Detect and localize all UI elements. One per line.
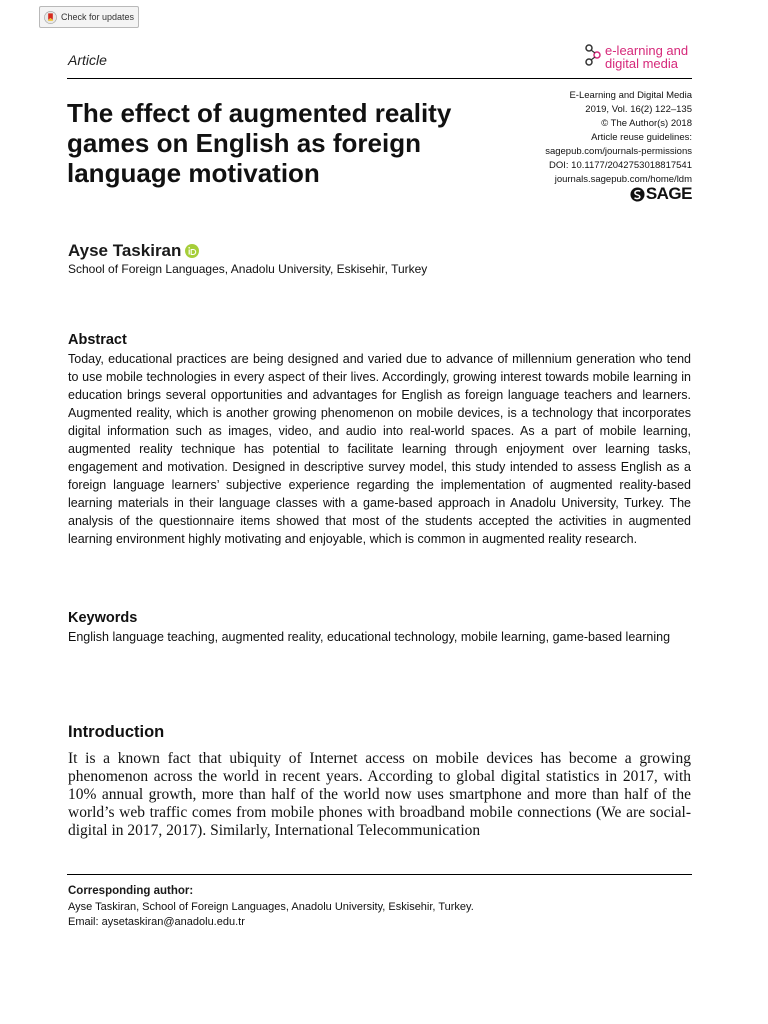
introduction-heading: Introduction: [68, 723, 165, 741]
journal-logo-line1: e-learning and: [605, 43, 689, 58]
abstract-text: Today, educational practices are being designed and varied due to advance of millennium generation who tend to use mobile technologies in every aspect of their lives. Accordingly, growing interest towards mobile learning in education brings several opportunities and advantages for English as foreign language teachers and learners. Augmented reality, which is another growing phenomenon on mobile devices, is a technology that incorporates digital information such as images, video, and audio into real-world spaces. As a part of mobile learning, augmented reality technique has potential to facilitate learning through enjoyment over learning tasks, engagement and motivation. Designed in descriptive survey model, this study intended to assess English as a foreign language learners’ subjective experience regarding the implementation of augmented reality-based learning materials in their language classes with a game-based approach in Anadolu University, Turkey. The analysis of the questionnaire items showed that most of the students accepted the activities in augmented learning environment highly motivating and enjoyable, which is common in augmented reality research.: [68, 352, 691, 546]
abstract-heading: Abstract: [68, 332, 127, 348]
copyright: © The Author(s) 2018: [601, 118, 692, 129]
corresponding-author-heading: Corresponding author:: [68, 885, 194, 897]
publisher-logo: [630, 184, 692, 204]
paper-title: The effect of augmented reality games on English as foreign language motivation: [67, 98, 452, 188]
permissions-link[interactable]: sagepub.com/journals-permissions: [545, 146, 692, 157]
author-name-text: Ayse Taskiran: [68, 241, 182, 260]
journal-logo-line2: digital media: [605, 56, 678, 71]
corresponding-author-address: Ayse Taskiran, School of Foreign Languages, Anadolu University, Eskisehir, Turkey.: [68, 901, 474, 913]
orcid-icon[interactable]: [185, 244, 199, 258]
journal-logo: [584, 44, 688, 70]
header-divider: [67, 78, 692, 79]
reuse-label: Article reuse guidelines:: [591, 132, 692, 143]
volume-info: 2019, Vol. 16(2) 122–135: [585, 104, 692, 115]
doi[interactable]: DOI: 10.1177/2042753018817541: [549, 160, 692, 171]
publisher-name: SAGE: [645, 184, 692, 203]
publication-info: [545, 89, 692, 187]
author-name: [68, 241, 199, 261]
corresponding-author-email[interactable]: Email: aysetaskiran@anadolu.edu.tr: [68, 916, 245, 928]
journal-homepage-link[interactable]: journals.sagepub.com/home/ldm: [554, 174, 692, 185]
keywords-text: English language teaching, augmented reality, educational technology, mobile learning, game-based learning: [68, 630, 671, 644]
sage-logo-icon: [630, 187, 645, 202]
crossmark-icon: [44, 11, 57, 24]
article-type: Article: [68, 52, 107, 68]
author-affiliation: School of Foreign Languages, Anadolu University, Eskisehir, Turkey: [68, 262, 428, 276]
introduction-text: It is a known fact that ubiquity of Internet access on mobile devices has become a growing phenomenon across the world in recent years. According to global digital statistics in 2017, with 10% annual growth, more than half of the world now uses smartphone and more than half of the world’s web traffic comes from mobile phones with broadband mobile connections (We are social-digital in 2017, 2017). Similarly, International Telecommunication: [68, 750, 691, 839]
keywords-heading: Keywords: [68, 610, 138, 626]
check-for-updates-label: Check for updates: [61, 12, 135, 22]
journal-logo-icon: [584, 44, 602, 66]
journal-name: E-Learning and Digital Media: [569, 90, 692, 101]
footnote-divider: [67, 874, 692, 875]
check-for-updates-badge[interactable]: [39, 6, 139, 28]
